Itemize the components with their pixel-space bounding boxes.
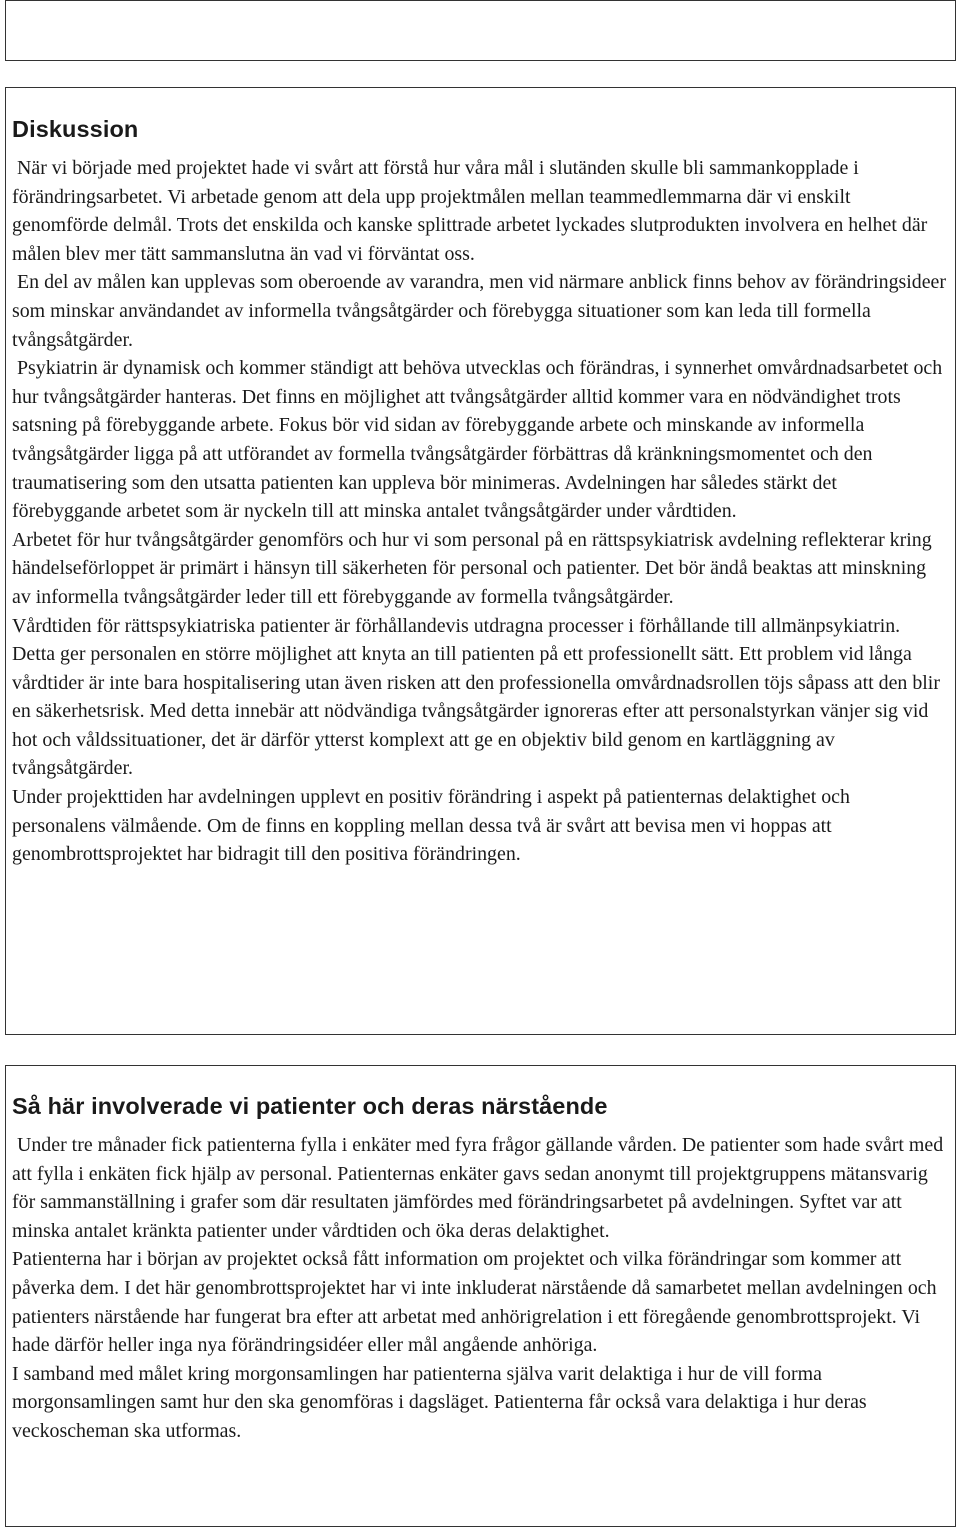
discussion-paragraph: En del av målen kan upplevas som oberoende av varandra, men vid närmare anblick finns behov av förändringsideer som minskar användandet av informella tvångsåtgärder och förebygga situationer som kan leda till formella tvångsåtgärder.: [12, 271, 947, 351]
discussion-paragraph: Arbetet för hur tvångsåtgärder genomförs och hur vi som personal på en rättspsykiatrisk avdelning reflekterar kring händelseförloppet är primärt i hänsyn till säkerheten för personal och patienter. Det bör ändå beaktas att minskning av informella tvångsåtgärder leder till ett förebyggande av formella tvångsåtgärder.: [12, 528, 932, 608]
discussion-heading: Diskussion: [12, 116, 139, 142]
discussion-body: [12, 154, 947, 869]
involvement-paragraph: Under tre månader fick patienterna fylla i enkäter med fyra frågor gällande vården. De patienter som hade svårt med att fylla i enkäten fick hjälp av personal. Patienternas enkäter gavs sedan anonymt till projektgruppens mätansvarig för sammanställning i grafer som där resultaten jämfördes med förändringsarbetet på avdelningen. Syftet var att minska antalet kränkta patienter under vårdtiden och öka deras delaktighet.: [12, 1134, 944, 1242]
discussion-paragraph: När vi började med projektet hade vi svårt att förstå hur våra mål i slutänden skulle bli sammankopplade i förändringsarbetet. Vi arbetade genom att dela upp projektmålen mellan teammedlemmarna där vi enskilt genomförde delmål. Trots det enskilda och kanske splittrade arbetet lyckades slutprodukten involvera en helhet där målen blev mer tätt sammanslutna än vad vi förväntat oss.: [12, 157, 928, 265]
involvement-body: [12, 1131, 947, 1446]
top-empty-box: [5, 0, 956, 61]
involvement-section: [5, 1065, 956, 1527]
discussion-section: [5, 87, 956, 1035]
discussion-paragraph: Vårdtiden för rättspsykiatriska patienter är förhållandevis utdragna processer i förhållande till allmänpsykiatrin. Detta ger personalen en större möjlighet att knyta an till patienten på ett professionellt sätt. Ett problem vid långa vårdtider är inte bara hospitalisering utan även risken att den professionella omvårdnadsrollen töjs såpass att den blir en säkerhetsrisk. Med detta innebär att nödvändiga tvångsåtgärder ignoreras efter att personalstyrkan vänjer sig vid hot och våldssituationer, det är därför ytterst komplext att ge en objektiv bild genom en kartläggning av tvångsåtgärder.: [12, 614, 940, 780]
discussion-paragraph: Psykiatrin är dynamisk och kommer ständigt att behöva utvecklas och förändras, i synnerhet omvårdnadsarbetet och hur tvångsåtgärder hanteras. Det finns en möjlighet att tvångsåtgärder alltid kommer vara en nödvändighet trots satsning på förebyggande arbete. Fokus bör vid sidan av förebyggande arbete och minskande av informella tvångsåtgärder ligga på att utförandet av formella tvångsåtgärder förbättras då kränkningsmomentet och den traumatisering som den utsatta patienten kan uppleva bör minimeras. Avdelningen har således stärkt det förebyggande arbetet som är nyckeln till att minska antalet tvångsåtgärder under vårdtiden.: [12, 357, 943, 523]
involvement-paragraph: Patienterna har i början av projektet också fått information om projektet och vilka förändringar som kommer att påverka dem. I det här genombrottsprojektet har vi inte inkluderat närstående då samarbetet mellan avdelningen och patienters närstående har fungerat bra efter att arbetat med anhörigrelation i ett föregående genombrottsprojekt. Vi hade därför heller inga nya förändringsidéer eller mål angående anhöriga.: [12, 1248, 937, 1357]
involvement-paragraph: I samband med målet kring morgonsamlingen har patienterna själva varit delaktiga i hur de vill forma morgonsamlingen samt hur den ska genomföras i dagsläget. Patienterna får också vara delaktiga i hur deras veckoscheman ska utformas.: [12, 1362, 867, 1442]
involvement-heading: Så här involverade vi patienter och deras närstående: [12, 1093, 608, 1119]
discussion-paragraph: Under projekttiden har avdelningen upplevt en positiv förändring i aspekt på patienternas delaktighet och personalens välmående. Om de finns en koppling mellan dessa två är svårt att bevisa men vi hoppas att genombrottsprojektet har bidragit till den positiva förändringen.: [12, 786, 850, 866]
